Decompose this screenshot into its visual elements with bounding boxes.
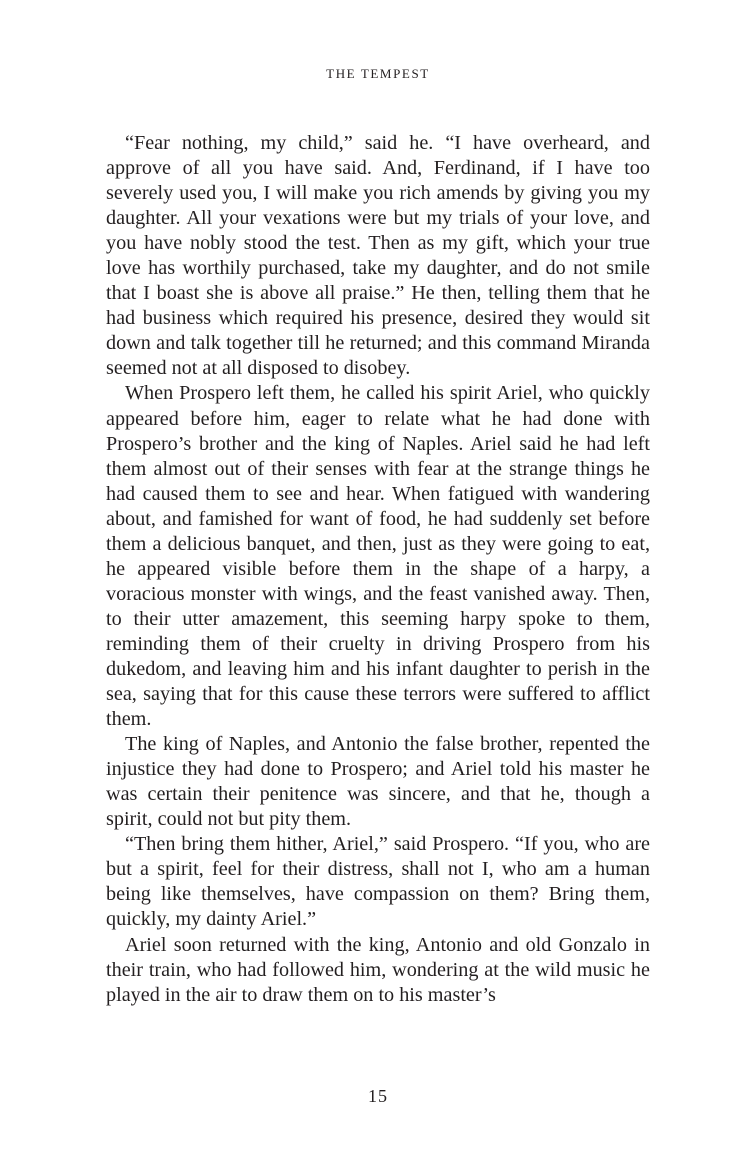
page-number: 15 [368, 1086, 388, 1106]
paragraph: When Prospero left them, he called his spirit Ariel, who quickly appeared before him, eager to relate what he had done with Prospero’s brother and the king of Naples. Ariel said he had left them almost out of their senses with fear at the strange things he had caused them to see and hear. When fatigued with wandering about, and famished for want of food, he had suddenly set before them a delicious banquet, and then, just as they were going to eat, he appeared visible before them in the shape of a harpy, a voracious monster with wings, and the feast vanished away. Then, to their utter amazement, this seeming harpy spoke to them, reminding them of their cruelty in driving Prospero from his dukedom, and leaving him and his infant daughter to perish in the sea, saying that for this cause these terrors were suffered to afflict them. [106, 382, 650, 731]
paragraph: The king of Naples, and Antonio the false brother, repented the injustice they had done to Prospero; and Ariel told his master he was certain their penitence was sincere, and that he, though a spirit, could not but pity them. [106, 733, 650, 831]
paragraph: “Fear nothing, my child,” said he. “I have overheard, and approve of all you have said. And, Ferdinand, if I have too severely used you, I will make you rich amends by giving you my daughter. All your vexations were but my trials of your love, and you have nobly stood the test. Then as my gift, which your true love has worthily purchased, take my daughter, and do not smile that I boast she is above all praise.” He then, telling them that he had business which required his presence, desired they would sit down and talk together till he returned; and this command Miranda seemed not at all disposed to disobey. [106, 132, 650, 380]
body-text [106, 131, 650, 1008]
paragraph: Ariel soon returned with the king, Antonio and old Gonzalo in their train, who had followed him, wondering at the wild music he played in the air to draw them on to his master’s [106, 933, 650, 1006]
paragraph: “Then bring them hither, Ariel,” said Prospero. “If you, who are but a spirit, feel for their distress, shall not I, who am a human being like themselves, have compassion on them? Bring them, quickly, my dainty Ariel.” [106, 833, 650, 931]
running-head: THE TEMPEST [326, 66, 430, 81]
